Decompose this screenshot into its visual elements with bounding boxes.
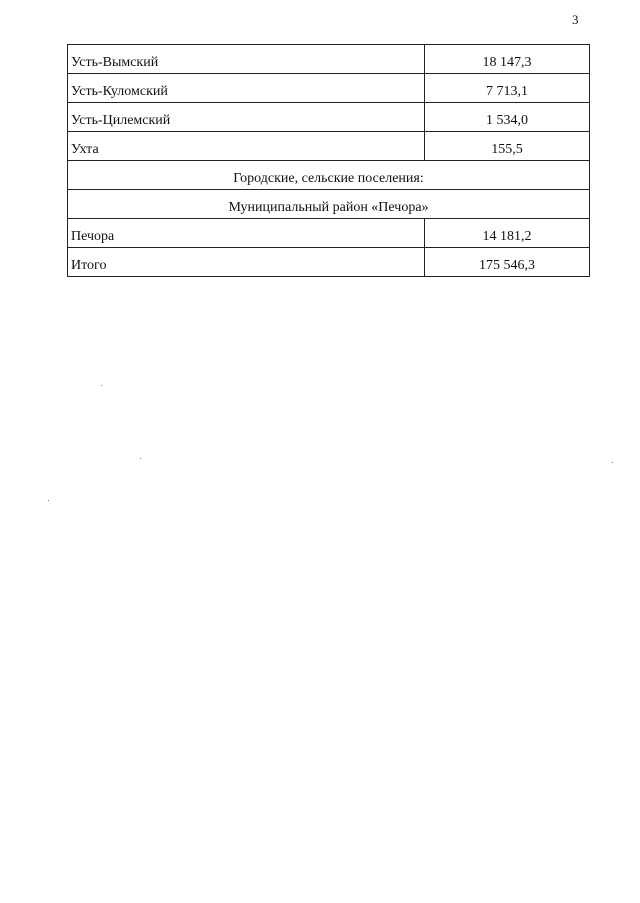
allocation-table	[67, 44, 590, 277]
table-row	[68, 103, 590, 132]
scan-speck	[612, 462, 613, 463]
table-row	[68, 132, 590, 161]
row-name: Усть-Вымский	[68, 45, 425, 74]
row-value: 14 181,2	[425, 219, 590, 248]
table-row	[68, 219, 590, 248]
table-row	[68, 45, 590, 74]
section-heading: Муниципальный район «Печора»	[68, 190, 590, 219]
row-name: Усть-Цилемский	[68, 103, 425, 132]
scan-speck	[101, 385, 102, 386]
page-number: 3	[572, 12, 579, 27]
row-value: 18 147,3	[425, 45, 590, 74]
row-name: Печора	[68, 219, 425, 248]
total-row	[68, 248, 590, 277]
total-value: 175 546,3	[425, 248, 590, 277]
row-name: Усть-Куломский	[68, 74, 425, 103]
table-row	[68, 74, 590, 103]
total-label: Итого	[68, 248, 425, 277]
section-row	[68, 190, 590, 219]
section-heading: Городские, сельские поселения:	[68, 161, 590, 190]
row-value: 7 713,1	[425, 74, 590, 103]
section-row	[68, 161, 590, 190]
row-value: 1 534,0	[425, 103, 590, 132]
scan-speck	[140, 458, 141, 459]
row-value: 155,5	[425, 132, 590, 161]
row-name: Ухта	[68, 132, 425, 161]
scan-speck	[48, 500, 49, 501]
